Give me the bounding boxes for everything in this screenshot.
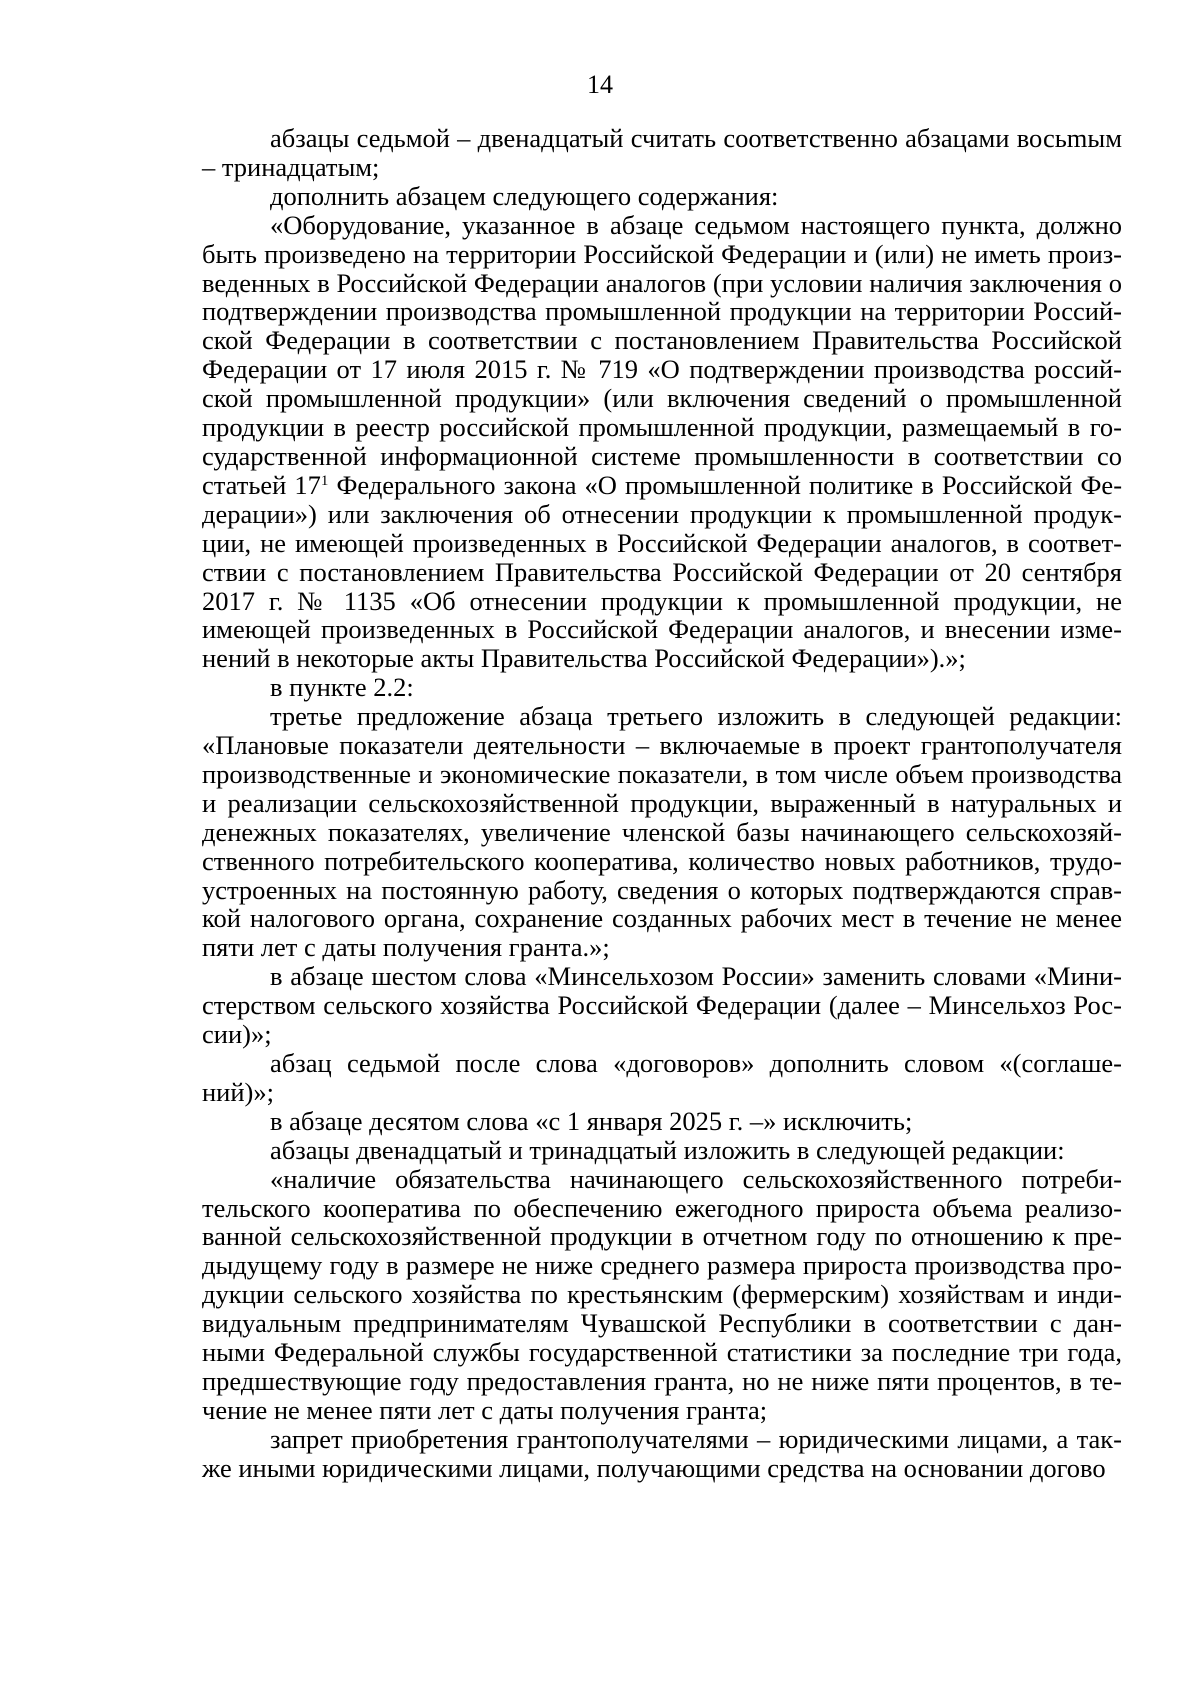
paragraph-abzats-seven: абзац седьмой после слова «договоров» дополнить словом «(соглашений)»; [202, 1048, 1122, 1107]
paragraph-abzats-ten: в абзаце десятом слова «с 1 января 2025 г. –» исключить; [270, 1105, 913, 1136]
paragraph-obligation: «наличие обязательства начинающего сельскохозяйственного потребительского кооператива по обеспечению ежегодного прироста объема реализованной сельскохозяйственной продукции в отчетном году по отношению к предыдущему году в размере не ниже среднего размера прироста производства продукции сельского хозяйства по крестьянским (фермерским) хозяйствам и индивидуальным предпринимателям Чувашской Республики в соответствии с данными Федеральной службы государственной статистики за последние три года, предшествующие году предоставления гранта, но не ниже пяти процентов, в течение не менее пяти лет с даты получения гранта; [202, 1163, 1122, 1425]
paragraph-equipment-part1: «Оборудование, указанное в абзаце седьмом настоящего пункта, должно быть произведено на территории Российской Федерации и (или) не иметь произведенных в Российской Федерации аналогов (при условии наличия заключения о подтверждении производства промышленной продукции на территории Российской Федерации в соответствии с постановлением Правительства Российской Федерации от 17 июля 2015 г. № 719 «О подтверждении производства российской промышленной продукции» (или включения сведений о промышленной продукции в реестр российской промышленной продукции, размещаемый в государственной информационной системе промышленности в соответствии со статьей 17 [202, 209, 1122, 500]
page-number: 14 [587, 70, 613, 99]
paragraph-abzats-six: в абзаце шестом слова «Минсельхозом России» заменить словами «Министерством сельского хозяйства Российской Федерации (далее – Минсельхоз России)»; [202, 961, 1122, 1050]
paragraph-equipment [202, 211, 1122, 674]
document-body [202, 124, 1122, 1483]
paragraph-abzats-twelve-thirteen: абзацы двенадцатый и тринадцатый изложить в следующей редакции: [270, 1134, 1065, 1165]
paragraph-renumber-abzats: абзацы седьмой – двенадцатый считать соответственно абзацами восьmым – тринадцатым; [202, 123, 1122, 182]
paragraph-equipment-part2: Федерального закона «О промышленной политике в Российской Федерации») или заключения об отнесении продукции к промышленной продукции, не имеющей произведенных в Российской Федерации аналогов, в соответствии с постановлением Правительства Российской Федерации от 20 сентября 2017 г. № 1135 «Об отнесении продукции к промышленной продукции, не имеющей произведенных в Российской Федерации аналогов, и внесении изменений в некоторые акты Правительства Российской Федерации»).»; [202, 469, 1123, 674]
paragraph-add-abzats: дополнить абзацем следующего содержания: [270, 180, 779, 211]
superscript-article-17: 1 [320, 472, 329, 489]
paragraph-prohibition: запрет приобретения грантополучателями – юридическими лицами, а также иными юридическими лицами, получающими средства на основании догово [202, 1423, 1122, 1483]
paragraph-planned-indicators: третье предложение абзаца третьего изложить в следующей редакции: «Плановые показатели деятельности – включаемые в проект грантополучателя производственные и экономические показатели, в том числе объем производства и реализации сельскохозяйственной продукции, выраженный в натуральных и денежных показателях, увеличение членской базы начинающего сельскохозяйственного потребительского кооператива, количество новых работников, трудоустроенных на постоянную работу, сведения о которых подтверждаются справкой налогового органа, сохранение созданных рабочих мест в течение не менее пяти лет с даты получения гранта.»; [202, 701, 1122, 963]
paragraph-point-2-2: в пункте 2.2: [270, 672, 414, 703]
